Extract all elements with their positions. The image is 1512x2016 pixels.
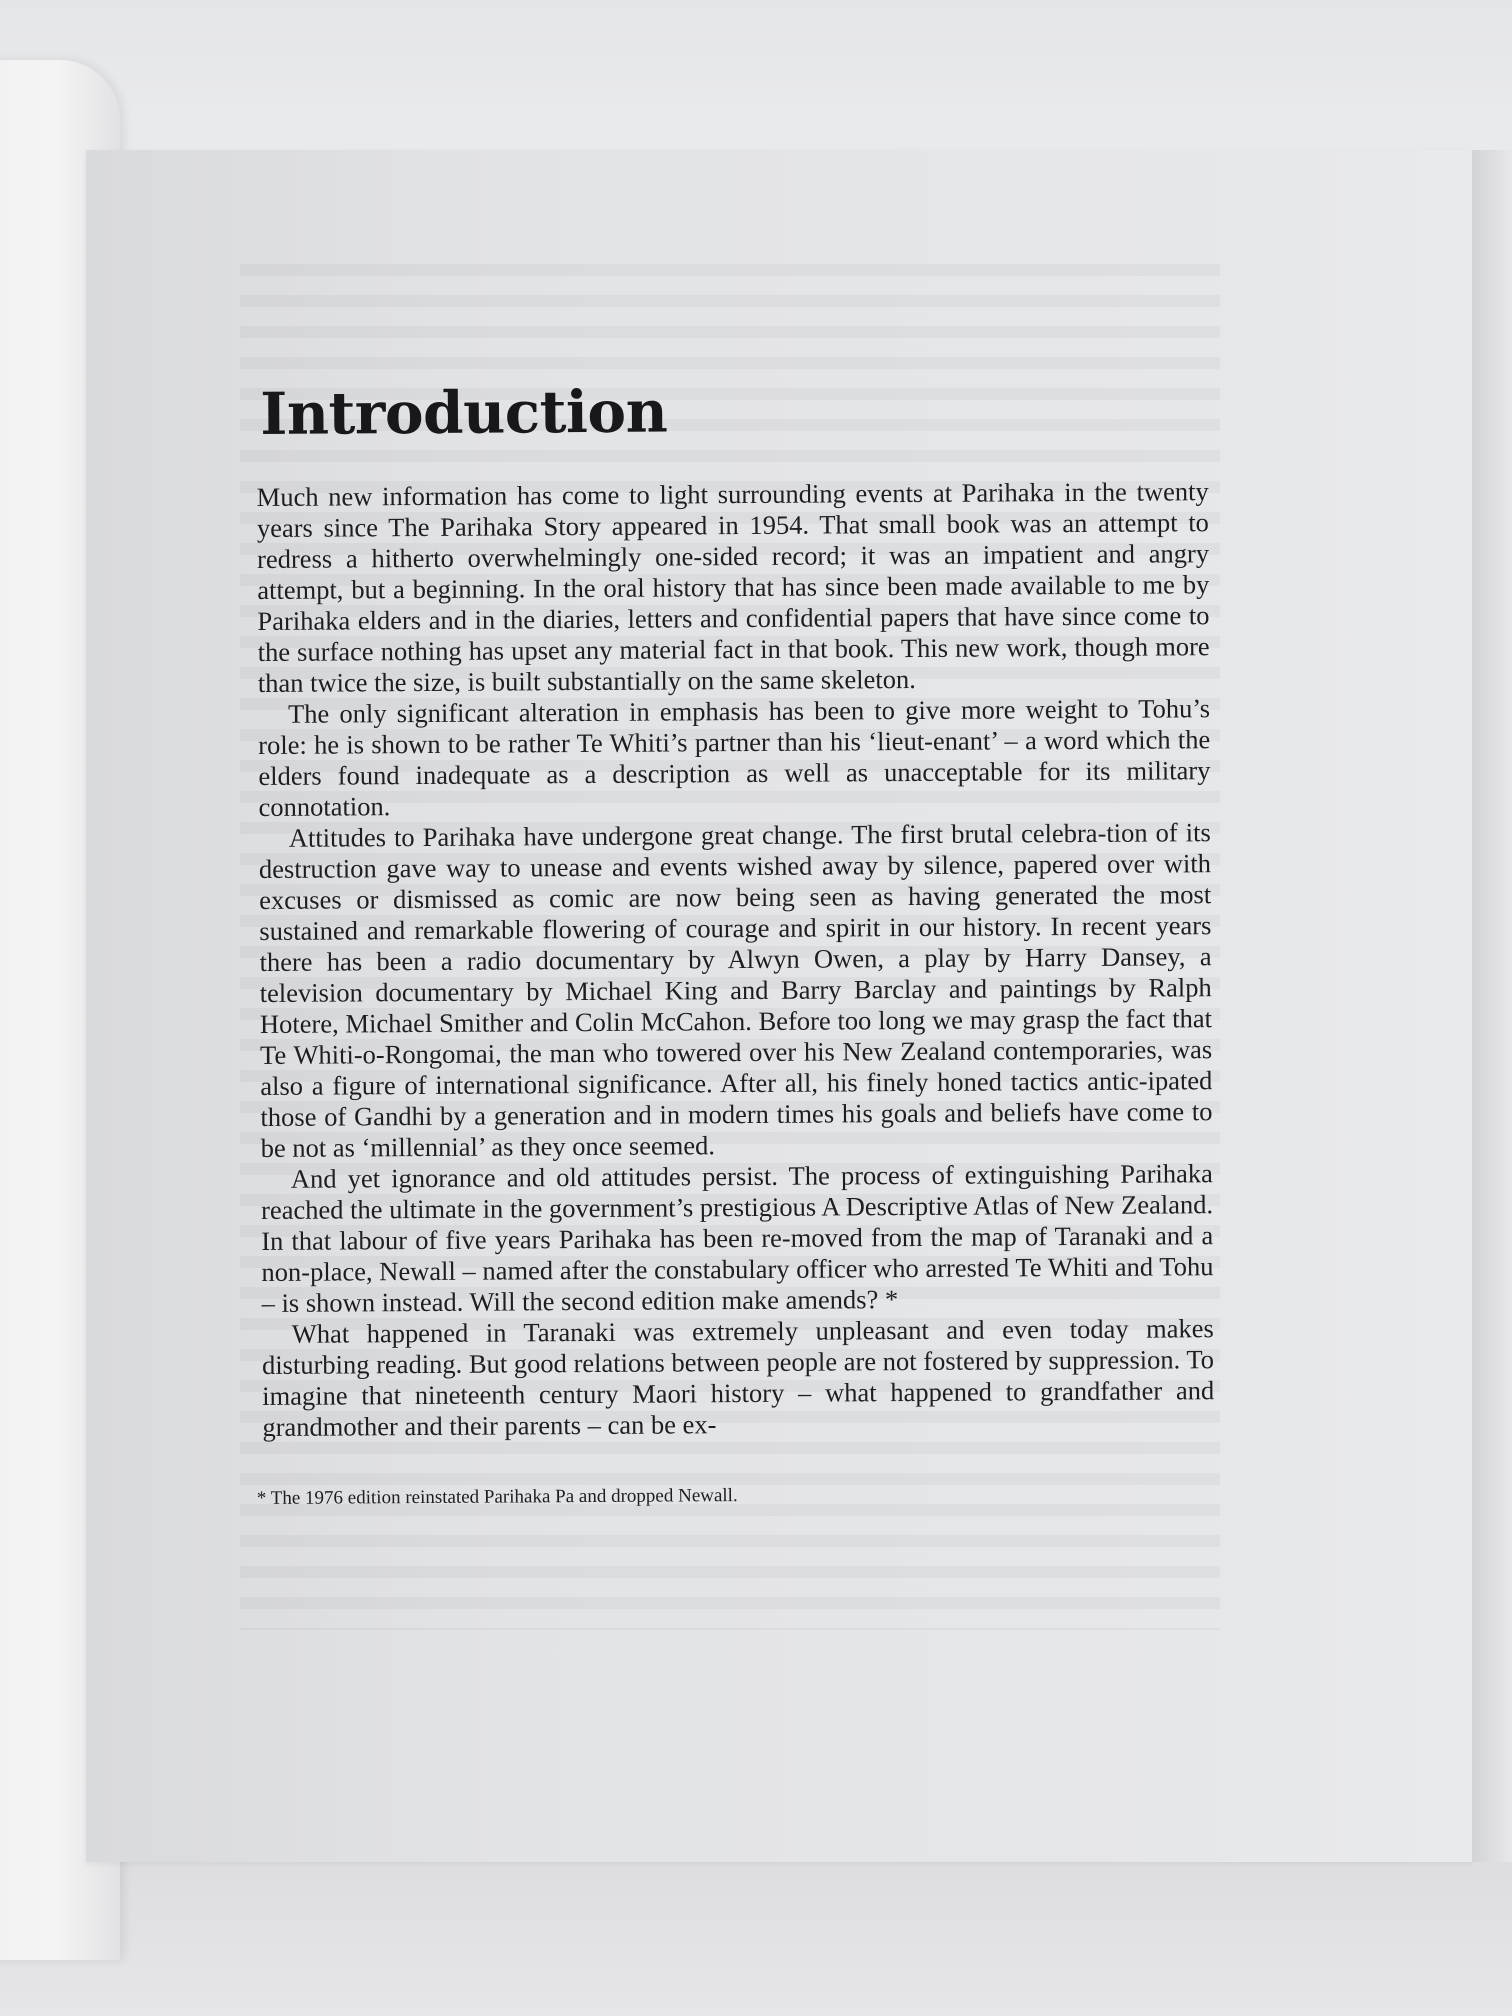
paragraph-1: Much new information has come to light surrounding events at Parihaka in the twenty years since The Parihaka Story appeared in 1954. That small book was an attempt to redress a hitherto overwhelmingly one-sided record; it was an impatient and angry attempt, but a beginning. In the oral history that has since been made available to me by Parihaka elders and in the diaries, letters and confidential papers that have since come to the surface nothing has upset any material fact in that book. This new work, though more than twice the size, is built substantially on the same skeleton. bbox=[256, 476, 1210, 698]
paragraph-4: And yet ignorance and old attitudes persist. The process of extinguishing Parihaka reached the ultimate in the government’s prestigious A Descriptive Atlas of New Zealand. In that labour of five years Parihaka has been re-moved from the map of Taranaki and a non-place, Newall – named after the constabulary officer who arrested Te Whiti and Tohu – is shown instead. Will the second edition make amends? * bbox=[260, 1158, 1214, 1318]
page-title: Introduction bbox=[259, 377, 668, 448]
paragraph-3: Attitudes to Parihaka have undergone great change. The first brutal celebra-tion of its destruction gave way to unease and events wished away by silence, papered over with excuses or dismissed as comic are now being seen as having generated the most sustained and remarkable flowering of courage and spirit in our history. In recent years there has been a radio documentary by Alwyn Owen, a play by Harry Dansey, a television documentary by Michael King and Barry Barclay and paintings by Ralph Hotere, Michael Smither and Colin McCahon. Before too long we may grasp the fact that Te Whiti-o-Rongomai, the man who towered over his New Zealand contemporaries, was also a figure of international significance. After all, his finely honed tactics antic-ipated those of Gandhi by a generation and in modern times his goals and beliefs have come to be not as ‘millennial’ as they once seemed. bbox=[258, 817, 1213, 1163]
page-stack-edge bbox=[1472, 150, 1512, 1862]
page-content bbox=[256, 374, 1215, 1511]
footnote: * The 1976 edition reinstated Parihaka Pa and dropped Newall. bbox=[256, 1485, 738, 1510]
paragraph-5: What happened in Taranaki was extremely unpleasant and even today makes disturbing reading. But good relations between people are not fostered by suppression. To imagine that nineteenth century Maori history – what happened to grandfather and grandmother and their parents – can be ex- bbox=[261, 1313, 1215, 1442]
paragraph-2: The only significant alteration in emphasis has been to give more weight to Tohu’s role: he is shown to be rather Te Whiti’s partner than his ‘lieut-enant’ – a word which the elders found inadequate as a description as well as unacceptable for its military connotation. bbox=[258, 693, 1211, 822]
